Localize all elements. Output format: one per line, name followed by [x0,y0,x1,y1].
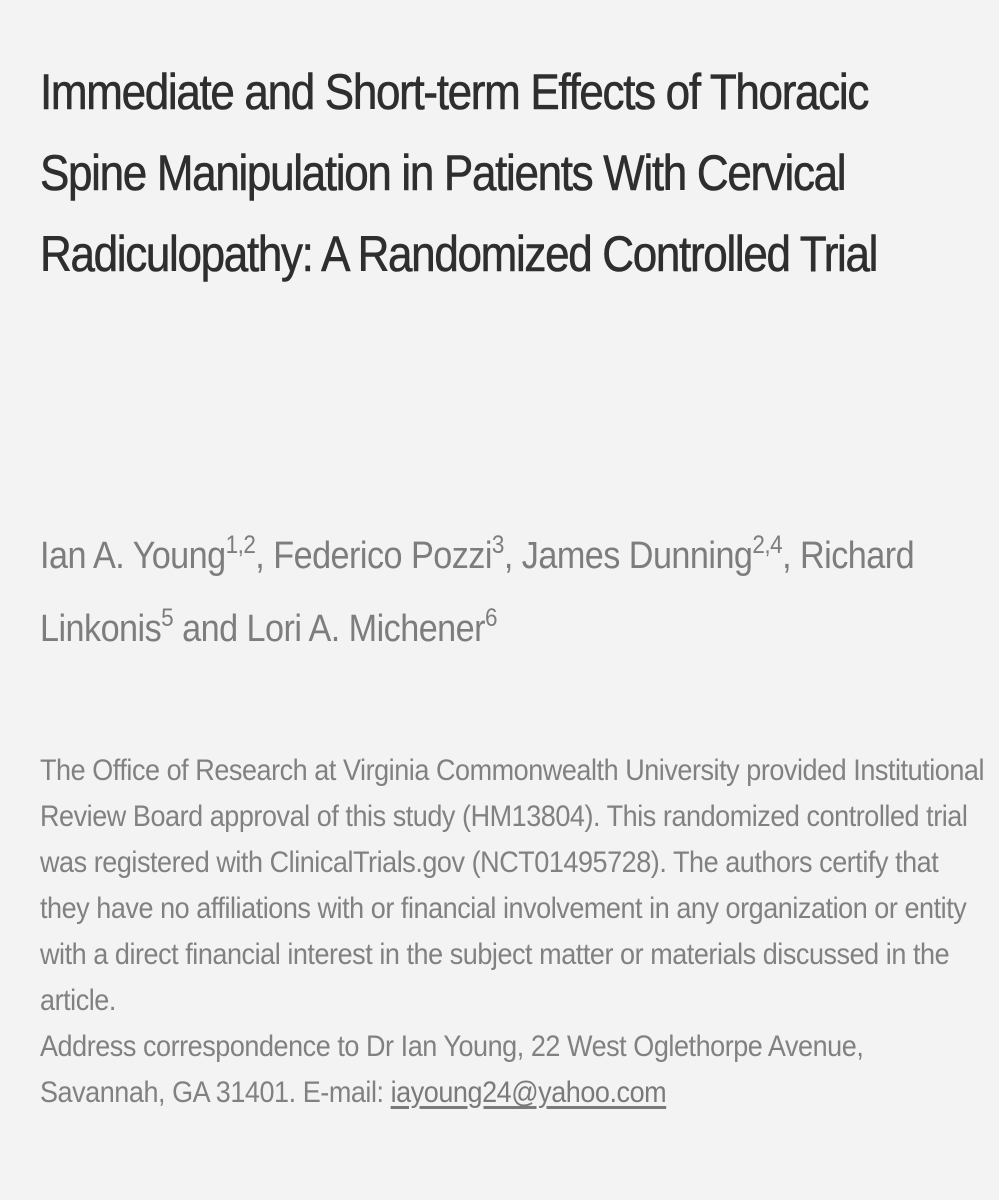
author-affiliation: 1,2 [225,531,256,559]
author-separator: and [173,608,247,650]
ethics-statement: The Office of Research at Virginia Commonwealth University provided Institutional Review Board approval of this study (HM13804). This randomized controlled trial was registered with ClinicalTrials.gov (NCT01495728). The authors certify that they have no affiliations with or financial involvement in any organization or entity with a direct financial interest in the subject matter or materials discussed in the article. [40,754,985,1017]
correspondence-text: Address correspondence to Dr Ian Young, 22 West Oglethorpe Avenue, Savannah, GA 31401. E-mail: [40,1030,864,1109]
author-separator: , [782,535,801,577]
author-list [40,520,976,666]
author-name: James Dunning [521,535,753,577]
author-separator: , [255,535,274,577]
author-name: Lori A. Michener [246,608,486,650]
article-footnote [40,748,985,1116]
paper-title: Immediate and Short-term Effects of Thoracic Spine Manipulation in Patients With Cervical Radiculopathy: A Randomized Controlled Trial [40,64,878,282]
author-affiliation: 5 [161,604,174,632]
author-name: Federico Pozzi [273,535,492,577]
author-separator: , [503,535,522,577]
author-affiliation: 6 [485,604,497,632]
author-affiliation: 3 [491,531,504,559]
author-affiliation: 2,4 [752,531,783,559]
author-name: Richard Linkonis [40,535,915,650]
author-name: Ian A. Young [40,535,226,577]
correspondence-address [40,1024,985,1116]
email-link[interactable]: iayoung24@yahoo.com [390,1076,667,1109]
